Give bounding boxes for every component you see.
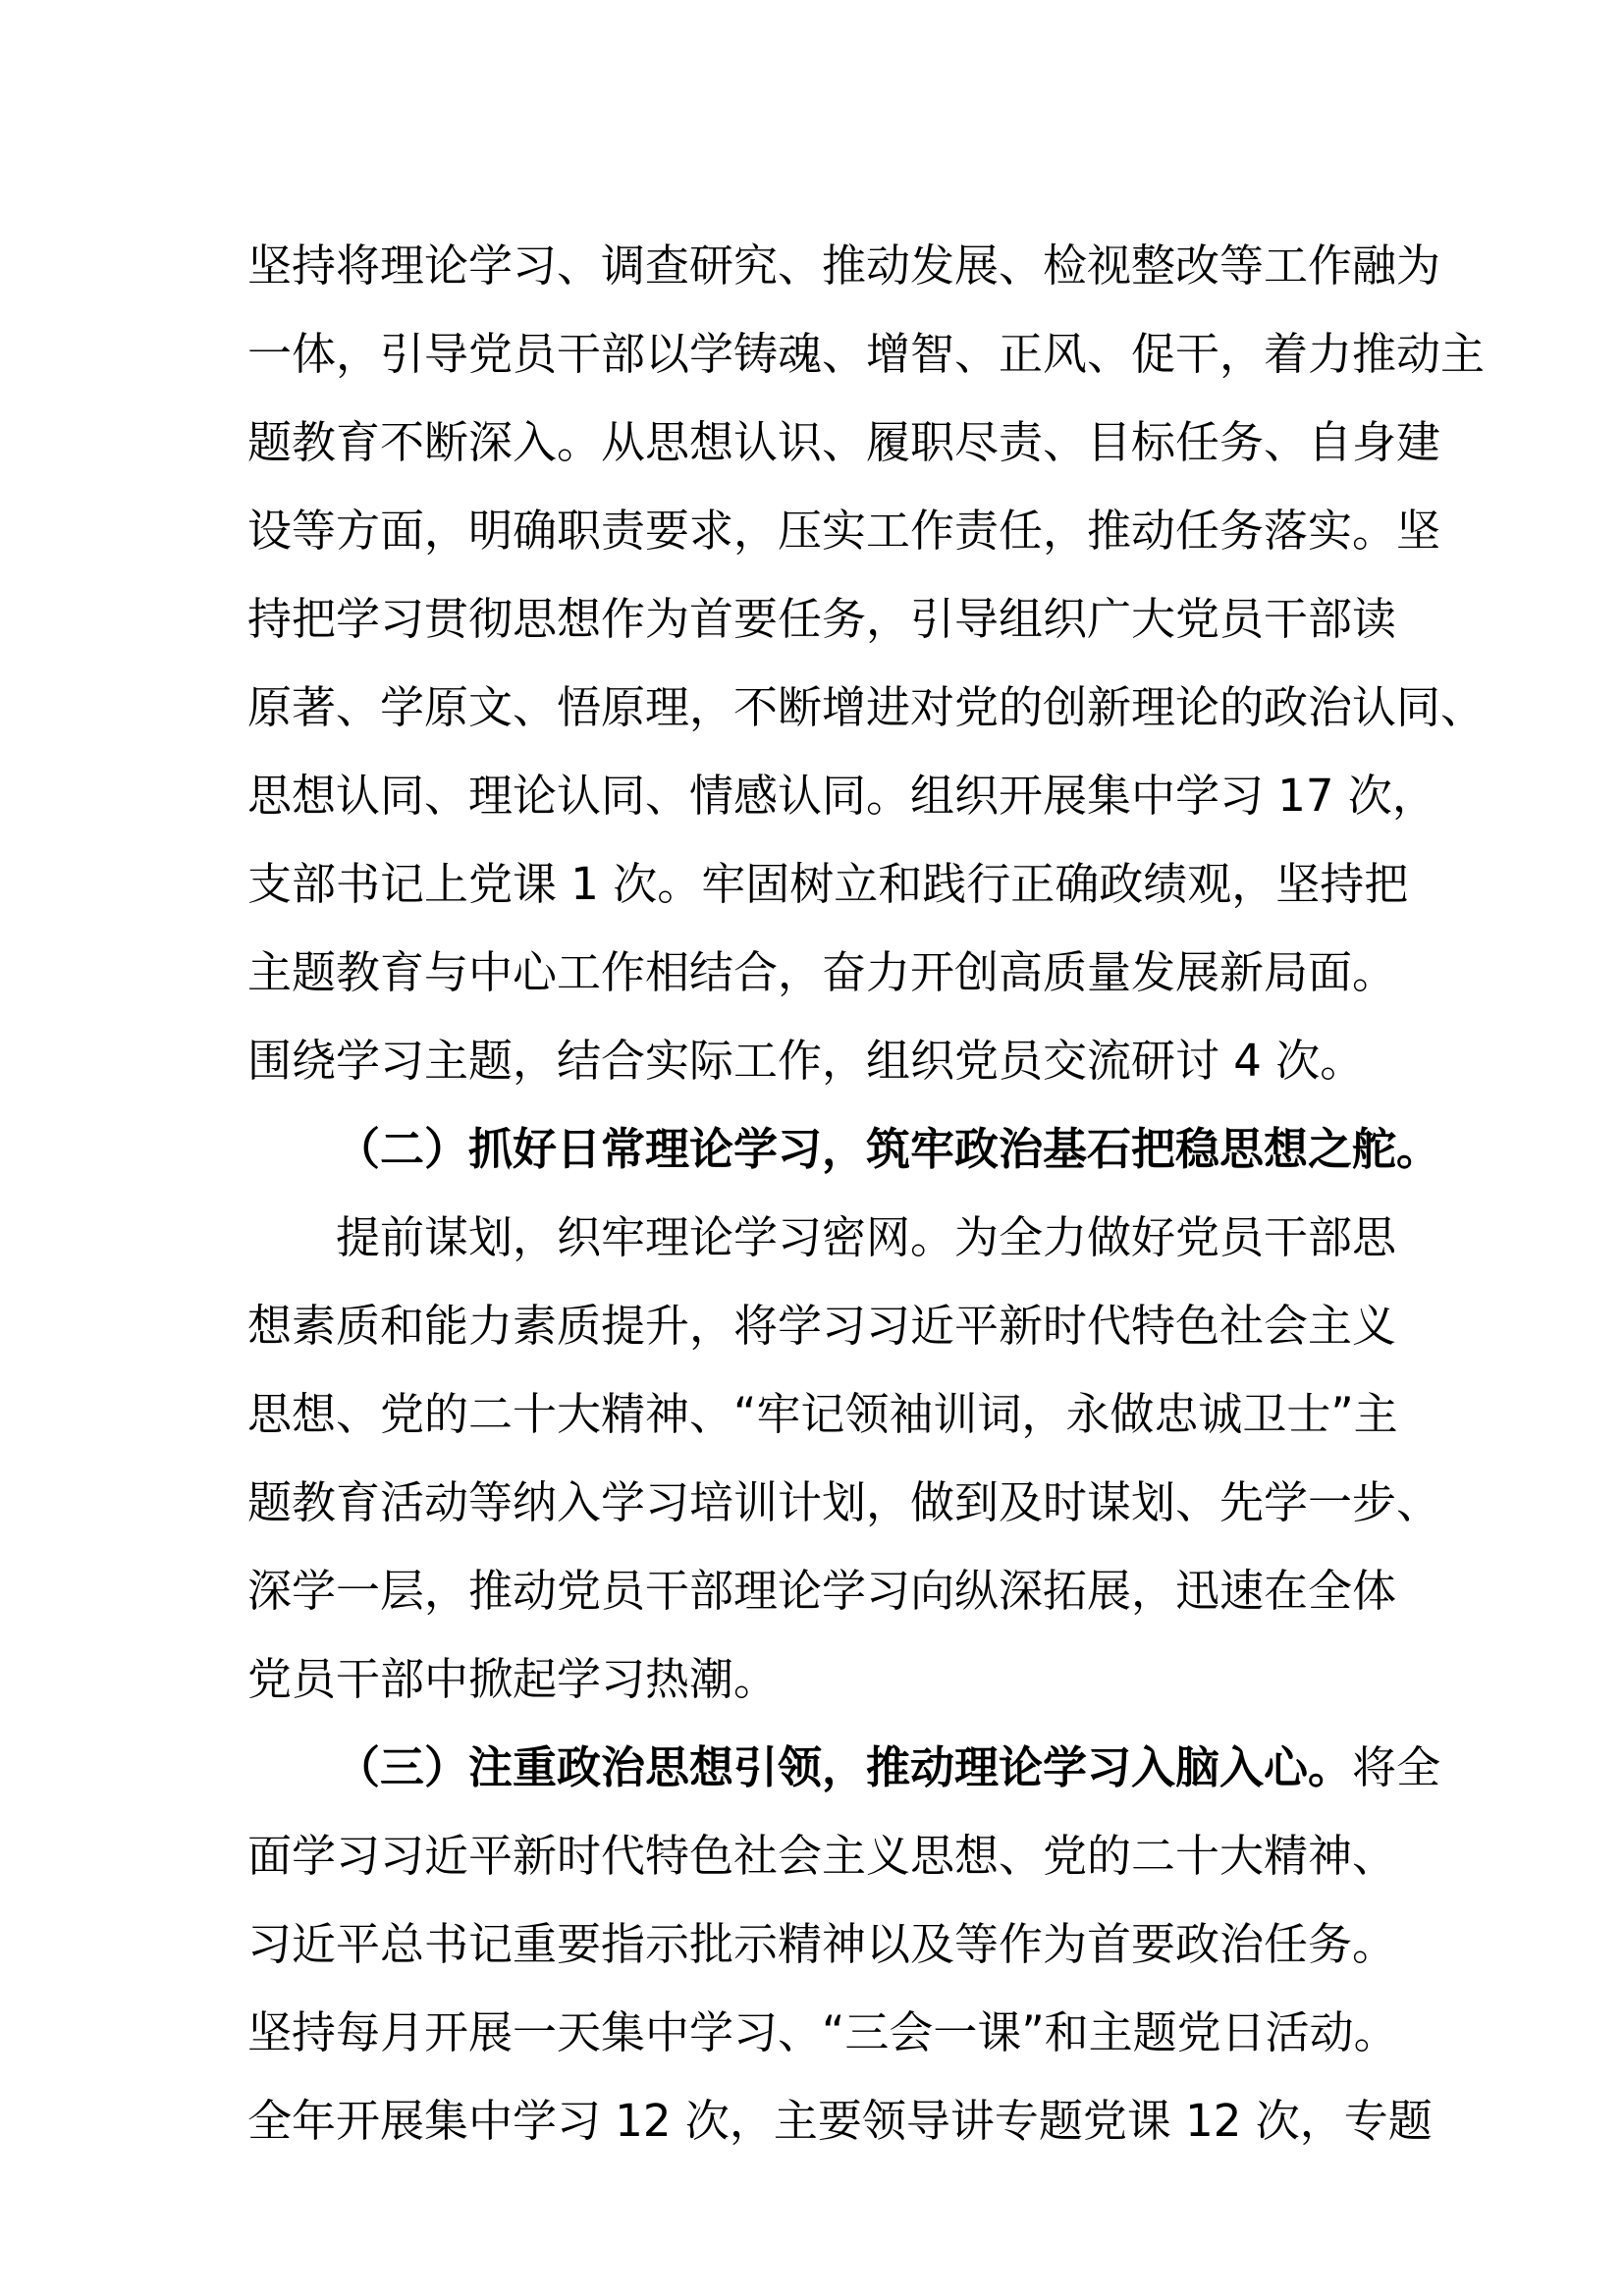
section-3-first-line xyxy=(247,1724,1441,1812)
paragraph-line: 思想、党的二十大精神、“牢记领袖训词，永做忠诚卫士”主 xyxy=(247,1388,1398,1440)
section-heading-3: （三）注重政治思想引领，推动理论学习入脑入心。 xyxy=(336,1741,1353,1793)
paragraph-line: 想素质和能力素质提升，将学习习近平新时代特色社会主义 xyxy=(247,1300,1397,1352)
paragraph-line: 全年开展集中学习 12 次，主要领导讲专题党课 12 次，专题 xyxy=(247,2095,1433,2147)
document-page xyxy=(247,222,1486,2165)
paragraph-line: 一体，引导党员干部以学铸魂、增智、正风、促干，着力推动主 xyxy=(247,328,1486,380)
paragraph-line: 坚持每月开展一天集中学习、“三会一课”和主题党日活动。 xyxy=(247,2006,1398,2058)
paragraph-line: 持把学习贯彻思想作为首要任务，引导组织广大党员干部读 xyxy=(247,593,1397,645)
section-heading-2: （二）抓好日常理论学习，筑牢政治基石把稳思想之舵。 xyxy=(336,1123,1441,1175)
paragraph-line: 题教育活动等纳入学习培训计划，做到及时谋划、先学一步、 xyxy=(247,1476,1441,1528)
paragraph-line: 支部书记上党课 1 次。牢固树立和践行正确政绩观，坚持把 xyxy=(247,858,1409,910)
paragraph-line: 党员干部中掀起学习热潮。 xyxy=(247,1653,779,1705)
paragraph-line: 设等方面，明确职责要求，压实工作责任，推动任务落实。坚 xyxy=(247,505,1441,557)
paragraph-line: 主题教育与中心工作相结合，奋力开创高质量发展新局面。 xyxy=(247,946,1397,998)
paragraph-line: 原著、学原文、悟原理，不断增进对党的创新理论的政治认同、 xyxy=(247,681,1486,733)
paragraph-line: 提前谋划，织牢理论学习密网。为全力做好党员干部思 xyxy=(336,1211,1397,1263)
section-3-tail: 将全 xyxy=(1352,1741,1441,1793)
paragraph-line: 坚持将理论学习、调查研究、推动发展、检视整改等工作融为 xyxy=(247,240,1441,292)
paragraph-line: 思想认同、理论认同、情感认同。组织开展集中学习 17 次， xyxy=(247,770,1436,822)
paragraph-line: 深学一层，推动党员干部理论学习向纵深拓展，迅速在全体 xyxy=(247,1565,1397,1617)
paragraph-line: 围绕学习主题，结合实际工作，组织党员交流研讨 4 次。 xyxy=(247,1035,1365,1087)
paragraph-line: 面学习习近平新时代特色社会主义思想、党的二十大精神、 xyxy=(247,1830,1397,1882)
paragraph-line: 题教育不断深入。从思想认识、履职尽责、目标任务、自身建 xyxy=(247,416,1441,468)
paragraph-line: 习近平总书记重要指示批示精神以及等作为首要政治任务。 xyxy=(247,1918,1397,1970)
